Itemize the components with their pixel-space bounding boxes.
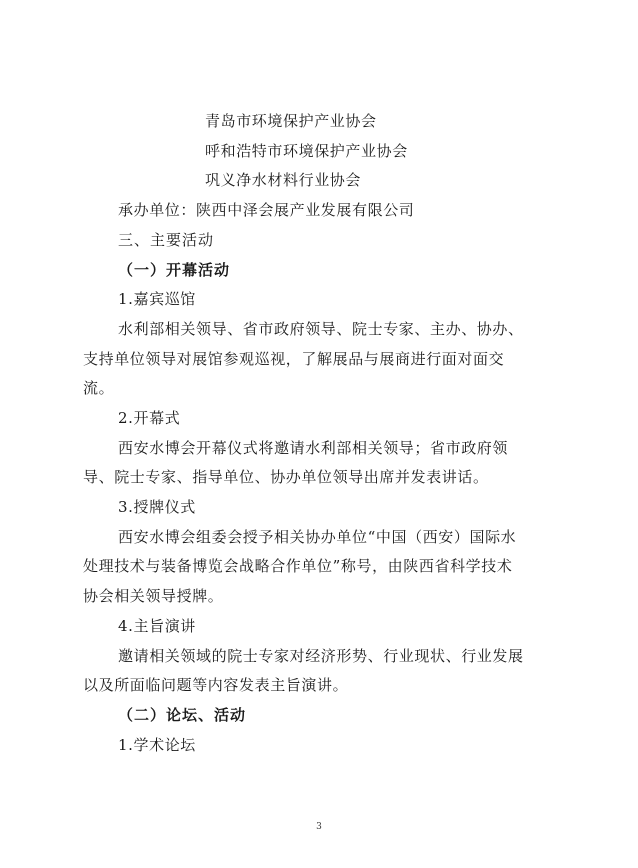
paragraph-line: 流。 xyxy=(83,379,115,397)
organizer-line: 承办单位：陕西中泽会展产业发展有限公司 xyxy=(118,201,415,219)
paragraph-line: 西安水博会组委会授予相关协办单位“中国（西安）国际水 xyxy=(118,528,517,546)
paragraph-line: 以及所面临问题等内容发表主旨演讲。 xyxy=(83,676,349,694)
item-heading: 3.授牌仪式 xyxy=(118,498,196,516)
item-heading: 1.嘉宾巡馆 xyxy=(118,290,196,308)
paragraph-line: 水利部相关领导、省市政府领导、院士专家、主办、协办、 xyxy=(118,320,524,338)
section-title: 三、主要活动 xyxy=(118,231,215,249)
sponsor-item: 巩义净水材料行业协会 xyxy=(205,171,362,189)
paragraph-line: 邀请相关领域的院士专家对经济形势、行业现状、行业发展 xyxy=(118,647,524,665)
item-heading: 4.主旨演讲 xyxy=(118,617,196,635)
sponsor-item: 青岛市环境保护产业协会 xyxy=(205,112,377,130)
sponsor-item: 呼和浩特市环境保护产业协会 xyxy=(205,142,408,160)
paragraph-line: 支持单位领导对展馆参观巡视，了解展品与展商进行面对面交 xyxy=(83,350,505,368)
subsection-title: （二）论坛、活动 xyxy=(118,706,247,724)
paragraph-line: 西安水博会开幕仪式将邀请水利部相关领导；省市政府领 xyxy=(118,439,509,457)
item-heading: 2.开幕式 xyxy=(118,409,181,427)
paragraph-line: 协会相关领导授牌。 xyxy=(83,587,224,605)
subsection-title: （一）开幕活动 xyxy=(118,261,231,279)
paragraph-line: 处理技术与装备博览会战略合作单位”称号，由陕西省科学技术 xyxy=(83,557,513,575)
page-number: 3 xyxy=(316,822,322,832)
item-heading: 1.学术论坛 xyxy=(118,736,196,754)
paragraph-line: 导、院士专家、指导单位、协办单位领导出席并发表讲话。 xyxy=(83,468,489,486)
